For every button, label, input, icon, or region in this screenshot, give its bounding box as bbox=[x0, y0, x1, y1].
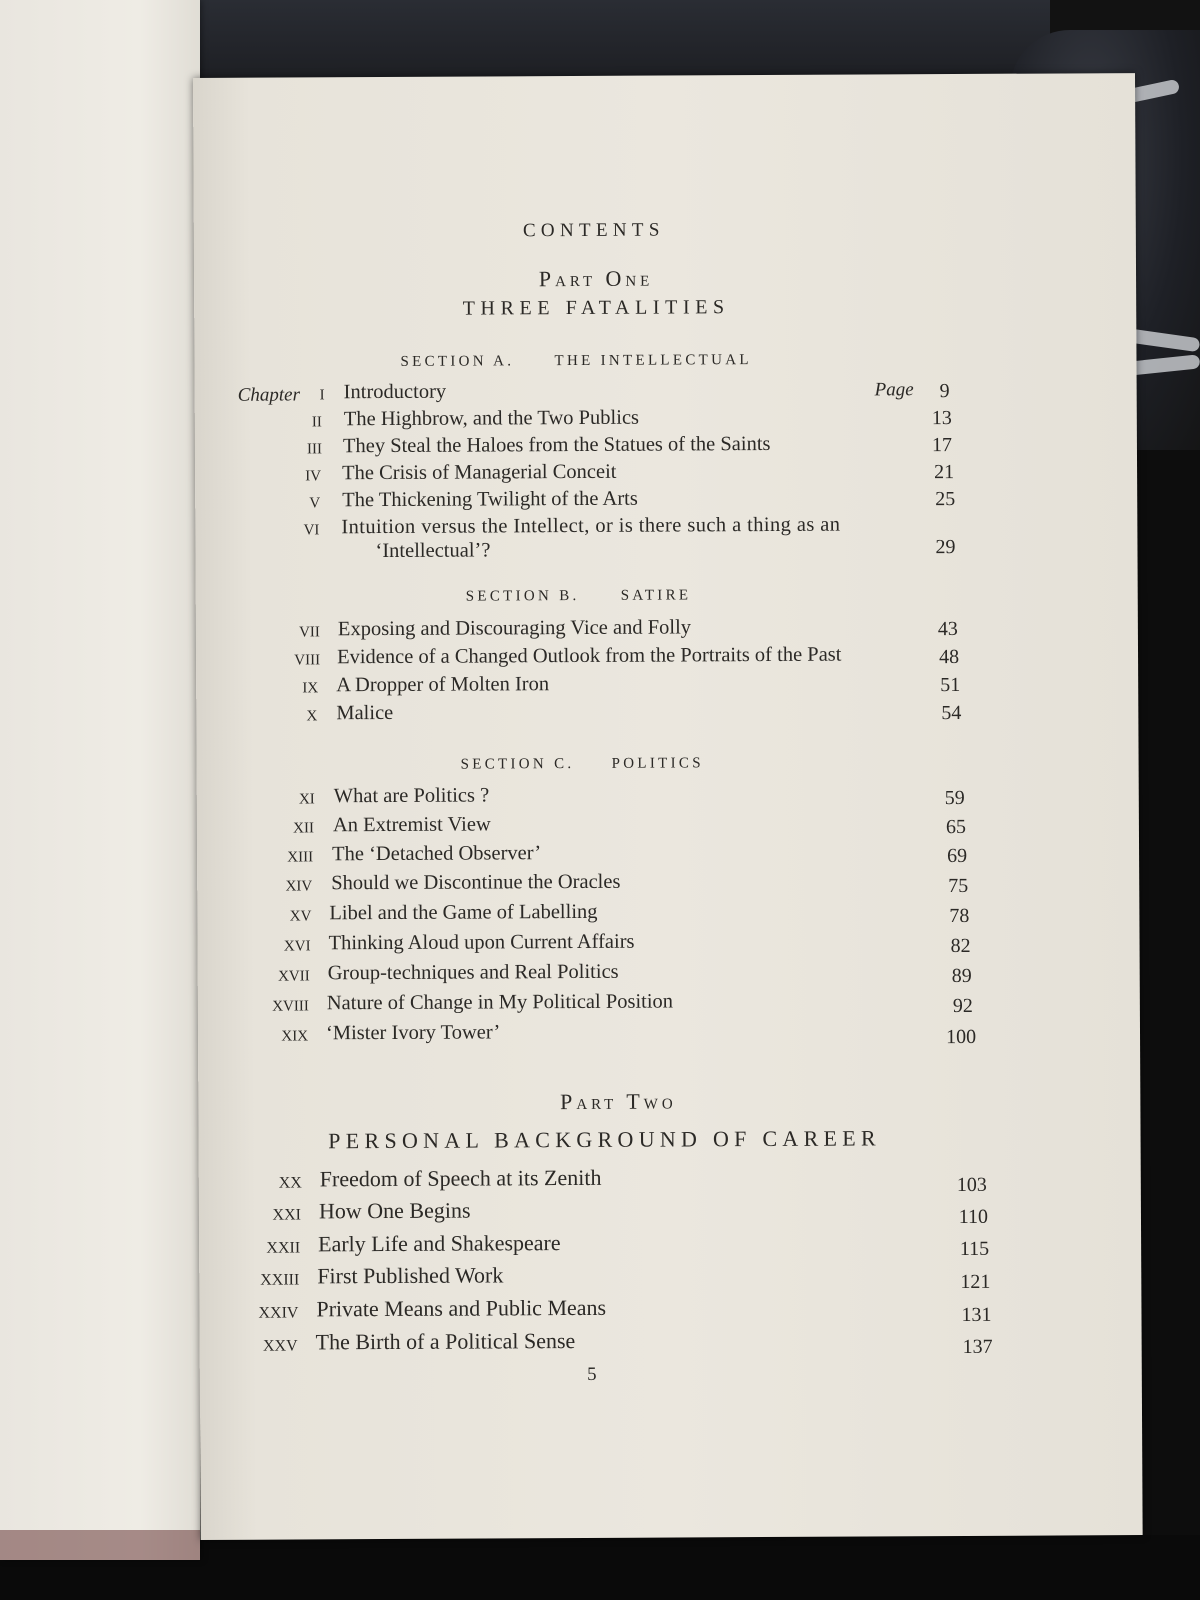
page-number: 9 bbox=[939, 380, 950, 403]
section-a-name: THE INTELLECTUAL bbox=[554, 352, 752, 370]
chapter-title: The Highbrow, and the Two Publics bbox=[343, 406, 640, 431]
chapter-number: XXIII bbox=[260, 1271, 300, 1289]
chapter-number: XII bbox=[293, 820, 314, 837]
book-cover-edge bbox=[0, 1530, 200, 1560]
section-b-label: SECTION B. bbox=[465, 587, 580, 605]
page-label: Page bbox=[874, 379, 914, 401]
part-one-label: Part One bbox=[538, 265, 654, 292]
chapter-title: Introductory bbox=[343, 380, 447, 404]
chapter-title: A Dropper of Molten Iron bbox=[336, 673, 550, 697]
part-two-title: PERSONAL BACKGROUND OF CAREER bbox=[328, 1125, 881, 1154]
chapter-title: Should we Discontinue the Oracles bbox=[331, 870, 621, 895]
contents-page bbox=[193, 73, 1143, 1540]
page-number: 21 bbox=[934, 461, 955, 484]
chapter-number: XIX bbox=[281, 1028, 309, 1045]
section-b-name: SATIRE bbox=[620, 587, 692, 604]
chapter-number: IV bbox=[305, 468, 322, 485]
chapter-title: The Thickening Twilight of the Arts bbox=[342, 487, 638, 512]
chapter-title: The Birth of a Political Sense bbox=[315, 1328, 576, 1355]
chapter-title: Early Life and Shakespeare bbox=[318, 1230, 561, 1257]
chapter-number: XI bbox=[298, 791, 315, 808]
left-facing-page bbox=[0, 0, 200, 1560]
page-number: 137 bbox=[962, 1335, 993, 1358]
contents-heading: CONTENTS bbox=[522, 219, 665, 242]
page-number: 13 bbox=[931, 407, 952, 430]
page-number: 103 bbox=[956, 1173, 987, 1197]
chapter-number: XVIII bbox=[272, 998, 309, 1015]
chapter-title: First Published Work bbox=[317, 1262, 504, 1289]
chapter-title: Evidence of a Changed Outlook from the Portraits of the Past bbox=[336, 643, 842, 669]
chapter-title: Private Means and Public Means bbox=[316, 1294, 607, 1322]
chapter-number: II bbox=[311, 414, 322, 431]
page-number: 51 bbox=[940, 673, 961, 697]
chapter-number: III bbox=[306, 441, 322, 458]
page-number: 65 bbox=[945, 815, 966, 839]
chapter-title: Nature of Change in My Political Position bbox=[326, 990, 674, 1015]
page-number: 48 bbox=[938, 645, 960, 669]
chapter-title: The Crisis of Managerial Conceit bbox=[342, 460, 617, 485]
page-number: 69 bbox=[947, 844, 968, 868]
page-number: 82 bbox=[950, 934, 971, 958]
folio-page-number: 5 bbox=[586, 1363, 597, 1385]
page-number: 89 bbox=[951, 964, 972, 988]
chapter-number: V bbox=[309, 495, 321, 512]
section-c-label: SECTION C. bbox=[460, 756, 575, 773]
section-a-label: SECTION A. bbox=[400, 353, 515, 370]
chapter-number: VII bbox=[299, 624, 320, 641]
chapter-label: Chapter bbox=[237, 384, 300, 406]
page-number: 92 bbox=[952, 994, 973, 1018]
chapter-number: XXII bbox=[266, 1239, 301, 1257]
page-number: 59 bbox=[944, 786, 965, 810]
chapter-number: IX bbox=[302, 680, 319, 697]
page-number: 54 bbox=[941, 701, 962, 725]
page-number: 25 bbox=[935, 488, 956, 511]
page-number: 78 bbox=[949, 904, 970, 928]
chapter-number: XVII bbox=[278, 968, 310, 985]
chapter-number: XXV bbox=[262, 1337, 298, 1355]
chapter-title: An Extremist View bbox=[332, 813, 491, 837]
page-number: 17 bbox=[931, 434, 952, 457]
chapter-number: VIII bbox=[294, 652, 321, 669]
chapter-number: XXIV bbox=[258, 1304, 299, 1322]
chapter-title: Thinking Aloud upon Current Affairs bbox=[328, 930, 635, 955]
chapter-title: Freedom of Speech at its Zenith bbox=[319, 1164, 602, 1192]
page-number: 131 bbox=[961, 1303, 992, 1326]
part-two-label: Part Two bbox=[560, 1088, 677, 1115]
chapter-number: XV bbox=[289, 908, 312, 925]
chapter-title: The ‘Detached Observer’ bbox=[332, 842, 542, 866]
chapter-number: XIII bbox=[287, 849, 314, 866]
chapter-title: They Steal the Haloes from the Statues of the Saints bbox=[342, 432, 771, 458]
page-number: 75 bbox=[948, 874, 969, 898]
chapter-title: Group-techniques and Real Politics bbox=[327, 960, 619, 985]
chapter-title: What are Politics ? bbox=[333, 784, 490, 808]
page-number: 115 bbox=[959, 1237, 990, 1261]
chapter-number: XIV bbox=[285, 878, 313, 895]
chapter-title: How One Begins bbox=[318, 1197, 471, 1224]
section-c-name: POLITICS bbox=[611, 755, 704, 772]
chapter-number: XXI bbox=[272, 1206, 301, 1224]
page-number: 43 bbox=[937, 618, 958, 641]
chapter-title: ‘Mister Ivory Tower’ bbox=[325, 1021, 501, 1045]
chapter-number: XVI bbox=[283, 938, 311, 955]
chapter-title: Libel and the Game of Labelling bbox=[329, 900, 598, 925]
chapter-title-continued: ‘Intellectual’? bbox=[375, 539, 491, 563]
chapter-title: Intuition versus the Intellect, or is there such a thing as an bbox=[341, 513, 841, 539]
page-number: 110 bbox=[958, 1205, 989, 1229]
part-one-title: THREE FATALITIES bbox=[462, 296, 730, 320]
chapter-title: Exposing and Discouraging Vice and Folly bbox=[337, 616, 692, 641]
page-number: 121 bbox=[960, 1270, 991, 1293]
page-number: 29 bbox=[935, 536, 956, 559]
chapter-title: Malice bbox=[336, 701, 394, 725]
chapter-number: I bbox=[319, 387, 325, 404]
chapter-number: XX bbox=[278, 1174, 302, 1192]
chapter-number: VI bbox=[303, 522, 320, 539]
chapter-number: X bbox=[306, 708, 318, 725]
page-number: 100 bbox=[945, 1025, 977, 1049]
